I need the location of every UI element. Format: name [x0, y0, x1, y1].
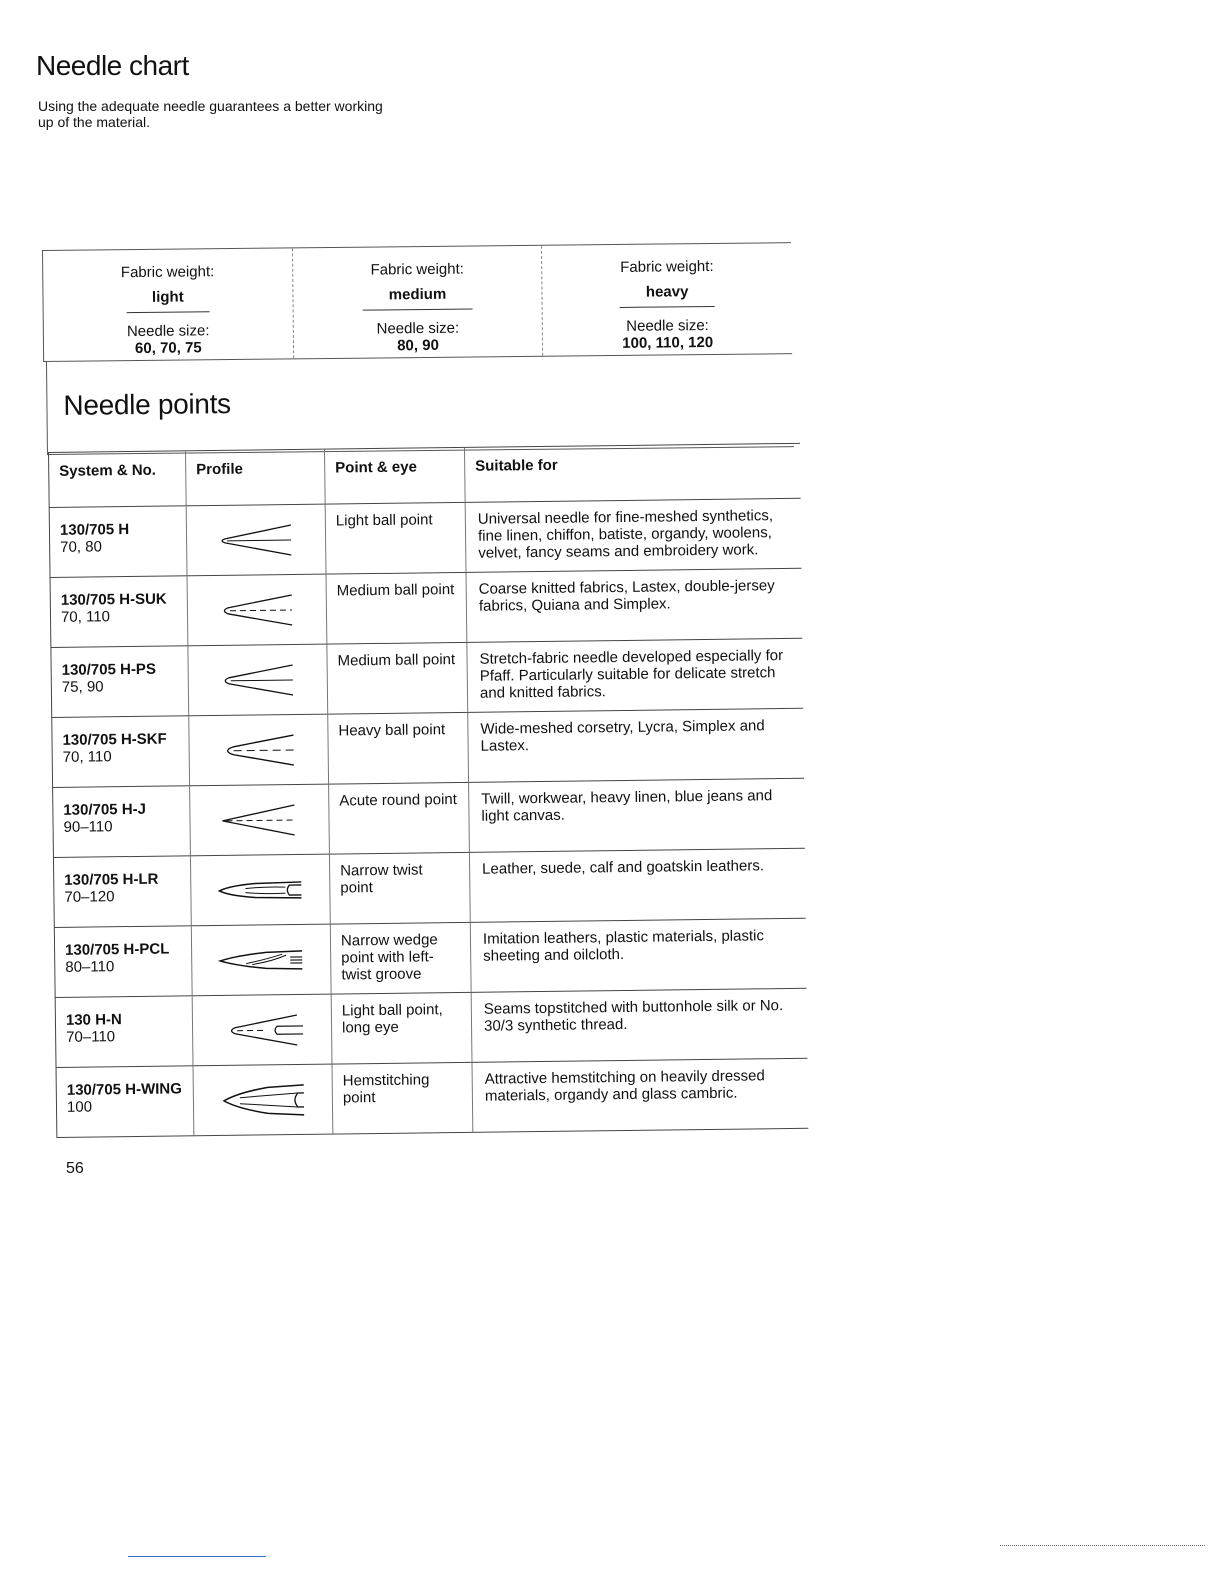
system-number: 130/705 H-SUK	[60, 590, 167, 609]
page-title: Needle chart	[36, 50, 189, 81]
system-sizes: 70–120	[64, 888, 115, 906]
fabric-weight-medium	[293, 246, 544, 359]
fabric-weight-value: medium	[363, 285, 473, 310]
medium-ball-point-icon	[213, 656, 304, 703]
table-row	[54, 919, 807, 998]
system-number: 130/705 H-J	[63, 800, 147, 819]
system-cell	[56, 1066, 195, 1137]
system-number: 130/705 H	[59, 521, 130, 539]
system-sizes: 70, 80	[60, 538, 102, 556]
table-row	[51, 709, 804, 788]
table-row	[53, 849, 806, 928]
system-number: 130/705 H-WING	[66, 1080, 182, 1099]
column-header-profile: Profile	[186, 450, 326, 506]
footer-dotted-rule	[1000, 1545, 1205, 1546]
point-cell: Light ball point, long eye	[332, 993, 473, 1064]
needle-size-value: 100, 110, 120	[622, 333, 714, 352]
needle-points-table	[48, 443, 808, 1138]
system-sizes: 70, 110	[62, 748, 112, 766]
system-cell	[49, 506, 188, 577]
heavy-ball-point-icon	[213, 726, 304, 773]
column-header-point: Point & eye	[325, 448, 466, 504]
system-sizes: 100	[66, 1098, 93, 1116]
medium-ball-point-icon	[212, 586, 303, 633]
profile-cell	[187, 505, 327, 576]
system-cell	[50, 576, 189, 647]
profile-cell	[188, 645, 328, 716]
profile-cell	[189, 715, 329, 786]
column-header-system: System & No.	[48, 451, 187, 507]
system-number: 130/705 H-SKF	[62, 730, 167, 749]
suitable-cell: Universal needle for fine-meshed synthetics, fine linen, chiffon, batiste, organdy, woolens, velvet, fancy seams and embroidery work.	[477, 507, 774, 562]
fabric-weight-light	[43, 248, 294, 361]
fabric-weight-label: Fabric weight:	[120, 263, 215, 282]
suitable-cell: Imitation leathers, plastic materials, plastic sheeting and oilcloth.	[482, 927, 765, 965]
acute-round-point-icon	[214, 796, 305, 843]
point-cell: Medium ball point	[327, 643, 468, 714]
fabric-weight-value: light	[126, 288, 210, 313]
system-cell	[50, 646, 189, 717]
needle-size-value: 80, 90	[397, 336, 439, 355]
column-header-suitable: Suitable for	[475, 456, 558, 475]
point-cell: Light ball point	[326, 503, 467, 574]
system-sizes: 70, 110	[60, 608, 111, 626]
point-cell: Narrow wedge point with left-twist groove	[331, 923, 472, 994]
system-number: 130/705 H-PCL	[64, 940, 170, 959]
suitable-cell: Coarse knitted fabrics, Lastex, double-jersey fabrics, Quiana and Simplex.	[478, 577, 775, 615]
narrow-twist-point-icon	[215, 866, 306, 913]
suitable-cell: Leather, suede, calf and goatskin leathers.	[482, 857, 765, 878]
needle-size-label: Needle size:	[126, 322, 210, 341]
fabric-weight-label: Fabric weight:	[370, 260, 464, 279]
light-ball-point-icon	[211, 516, 302, 563]
needle-size-label: Needle size:	[626, 317, 709, 335]
point-cell: Narrow twist point	[330, 853, 471, 924]
table-row	[50, 569, 803, 648]
page-number: 56	[66, 1160, 84, 1177]
fabric-weight-table	[42, 242, 792, 362]
table-row	[49, 499, 802, 578]
fabric-weight-value: heavy	[620, 283, 715, 308]
point-cell: Medium ball point	[327, 573, 468, 644]
table-row	[56, 1059, 809, 1138]
table-row	[50, 639, 803, 718]
system-number: 130 H-N	[65, 1011, 122, 1029]
needle-points-title: Needle points	[63, 388, 231, 421]
system-sizes: 70–110	[66, 1028, 116, 1046]
narrow-wedge-point-icon	[216, 936, 307, 983]
system-sizes: 80–110	[65, 958, 115, 976]
profile-cell	[193, 995, 333, 1066]
suitable-cell: Seams topstitched with buttonhole silk or No. 30/3 synthetic thread.	[483, 997, 784, 1035]
suitable-cell: Stretch-fabric needle developed especially for Pfaff. Particularly suitable for delicate stretch and knitted fabrics.	[479, 647, 784, 702]
table-header-row	[48, 443, 801, 508]
intro-text: Using the adequate needle guarantees a better working up of the material.	[38, 98, 383, 130]
system-cell	[51, 716, 190, 787]
profile-cell	[191, 855, 331, 926]
profile-cell	[188, 575, 328, 646]
fabric-weight-heavy	[542, 243, 792, 356]
point-cell: Hemstitching point	[333, 1063, 474, 1134]
system-sizes: 90–110	[63, 818, 113, 836]
suitable-cell: Twill, workwear, heavy linen, blue jeans and light canvas.	[481, 787, 773, 825]
system-number: 130/705 H-LR	[64, 870, 159, 889]
fabric-weight-label: Fabric weight:	[620, 257, 714, 276]
point-cell: Heavy ball point	[328, 713, 469, 784]
system-cell	[52, 786, 191, 857]
profile-cell	[192, 925, 332, 996]
needle-size-value: 60, 70, 75	[134, 339, 202, 358]
suitable-cell: Attractive hemstitching on heavily dressed materials, organdy and glass cambric.	[484, 1067, 765, 1105]
point-cell: Acute round point	[329, 783, 470, 854]
footer-rule	[128, 1556, 266, 1557]
hemstitching-point-icon	[218, 1076, 309, 1123]
system-cell	[53, 856, 192, 927]
needle-points-section	[46, 354, 794, 455]
suitable-cell: Wide-meshed corsetry, Lycra, Simplex and Lastex.	[480, 717, 765, 755]
system-cell	[54, 926, 193, 997]
system-cell	[55, 996, 194, 1067]
system-number: 130/705 H-PS	[61, 660, 156, 679]
needle-size-label: Needle size:	[376, 319, 460, 338]
profile-cell	[194, 1065, 334, 1136]
system-sizes: 75, 90	[61, 678, 104, 696]
profile-cell	[190, 785, 330, 856]
table-row	[52, 779, 805, 858]
long-eye-point-icon	[217, 1006, 308, 1053]
table-row	[55, 989, 808, 1068]
